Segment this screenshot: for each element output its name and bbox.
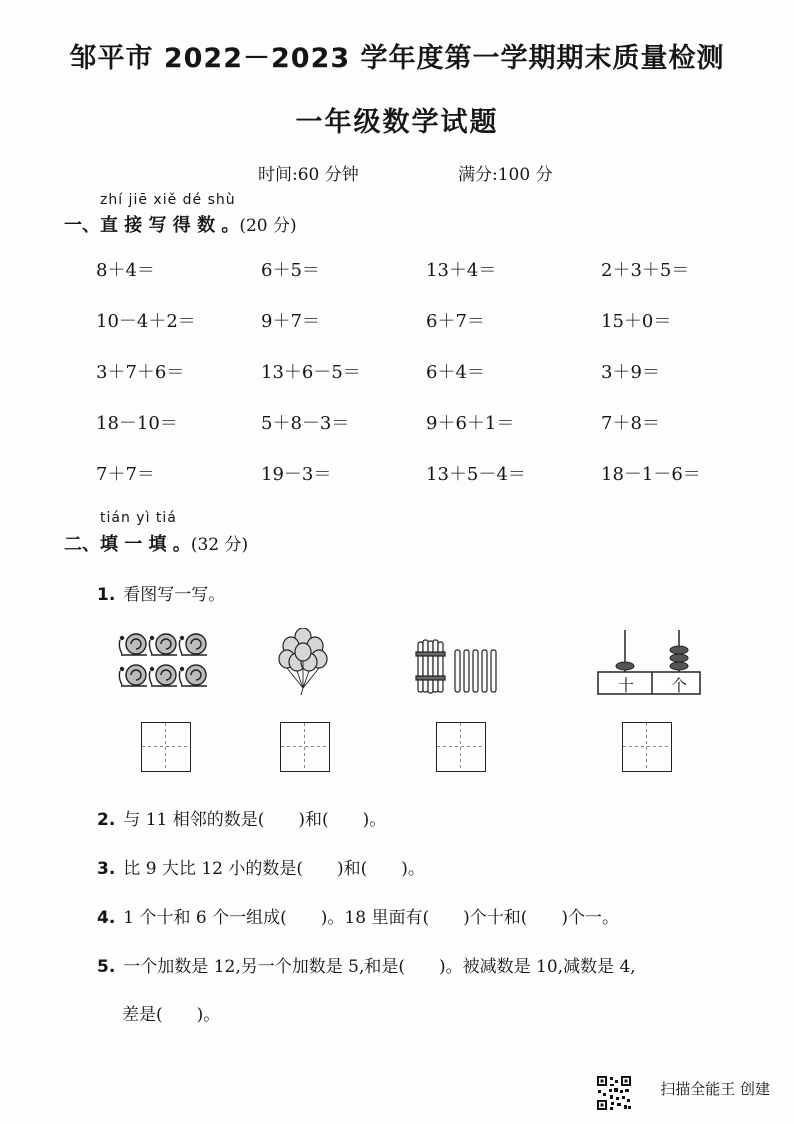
math-problem: 5＋8－3＝ xyxy=(261,413,350,434)
snails-picture xyxy=(118,630,213,692)
exam-subtitle: 一年级数学试题 xyxy=(295,107,499,138)
math-problem: 3＋9＝ xyxy=(601,362,660,383)
math-problem: 7＋8＝ xyxy=(601,413,660,434)
question-1 xyxy=(97,580,225,605)
balloons-picture xyxy=(278,628,328,696)
math-problem: 6＋5＝ xyxy=(261,260,320,281)
scanner-watermark: 扫描全能王 创建 xyxy=(660,1080,770,1098)
math-problem: 6＋4＝ xyxy=(426,362,485,383)
question-number: 1. xyxy=(97,585,116,605)
question-5 xyxy=(97,952,636,977)
counting-sticks-picture xyxy=(415,638,505,696)
math-problem: 13＋6－5＝ xyxy=(261,362,361,383)
answer-box[interactable] xyxy=(141,722,191,772)
question-text: 1 个十和 6 个一组成( )。18 里面有( )个十和( )个一。 xyxy=(123,908,619,928)
math-problem: 9＋7＝ xyxy=(261,311,320,332)
section2-title: 二、填 一 填 。 xyxy=(64,534,191,555)
math-problem: 18－1－6＝ xyxy=(601,464,701,485)
math-problem: 9＋6＋1＝ xyxy=(426,413,515,434)
math-problem: 13＋5－4＝ xyxy=(426,464,526,485)
section1-pinyin: zhí jiē xiě dé shù xyxy=(100,192,236,208)
box-guide-lines xyxy=(281,723,328,770)
time-label: 时间:60 分钟 xyxy=(258,165,359,185)
question-2 xyxy=(97,805,386,830)
answer-box[interactable] xyxy=(436,722,486,772)
box-guide-lines xyxy=(437,723,484,770)
answer-box[interactable] xyxy=(622,722,672,772)
question-number: 5. xyxy=(97,957,116,977)
qr-code-icon xyxy=(596,1075,632,1111)
math-problem: 13＋4＝ xyxy=(426,260,497,281)
section1-points: (20 分) xyxy=(239,216,297,236)
math-problem: 2＋3＋5＝ xyxy=(601,260,690,281)
abacus-tens-label: 十 xyxy=(618,676,635,695)
math-problem: 7＋7＝ xyxy=(96,464,155,485)
math-problem: 18－10＝ xyxy=(96,413,178,434)
question-text: 一个加数是 12,另一个加数是 5,和是( )。被减数是 10,减数是 4, xyxy=(123,957,636,977)
mental-math-grid xyxy=(96,256,736,496)
math-problem: 10－4＋2＝ xyxy=(96,311,196,332)
exam-title: 邹平市 2022－2023 学年度第一学期期末质量检测 xyxy=(69,43,725,74)
question-5-continuation: 差是( )。 xyxy=(122,1005,221,1025)
math-problem: 15＋0＝ xyxy=(601,311,672,332)
section2-points: (32 分) xyxy=(190,535,249,555)
question-4 xyxy=(97,903,619,928)
question-3 xyxy=(97,854,425,879)
question-text: 比 9 大比 12 小的数是( )和( )。 xyxy=(123,859,425,879)
section2-pinyin: tián yì tiá xyxy=(100,510,177,526)
question-text: 看图写一写。 xyxy=(123,585,226,605)
score-label: 满分:100 分 xyxy=(458,165,553,185)
section1-heading xyxy=(64,211,297,237)
section2-heading xyxy=(64,530,248,556)
question-number: 2. xyxy=(97,810,116,830)
answer-box[interactable] xyxy=(280,722,330,772)
question-number: 4. xyxy=(97,908,116,928)
box-guide-lines xyxy=(623,723,670,770)
math-problem: 3＋7＋6＝ xyxy=(96,362,185,383)
abacus-ones-label: 个 xyxy=(671,676,688,695)
question-number: 3. xyxy=(97,859,116,879)
section1-title: 一、直 接 写 得 数 。 xyxy=(64,215,240,236)
math-problem: 6＋7＝ xyxy=(426,311,485,332)
math-problem: 8＋4＝ xyxy=(96,260,155,281)
question-text: 与 11 相邻的数是( )和( )。 xyxy=(123,810,387,830)
math-problem: 19－3＝ xyxy=(261,464,332,485)
box-guide-lines xyxy=(142,723,189,770)
